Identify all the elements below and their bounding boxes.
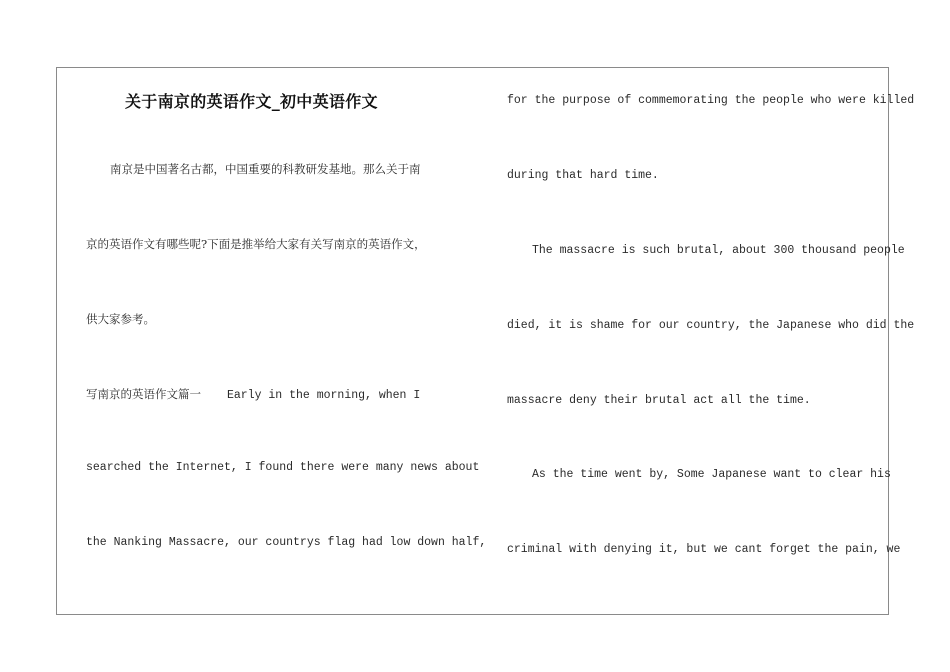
section-heading: 写南京的英语作文篇一 bbox=[86, 387, 201, 401]
left-line-4 bbox=[86, 386, 420, 402]
right-line-7: criminal with denying it, but we cant forget the pain, we bbox=[507, 543, 901, 556]
left-line-2: 京的英语作文有哪些呢?下面是推举给大家有关写南京的英语作文， bbox=[86, 237, 426, 251]
right-line-4: died, it is shame for our country, the Japanese who did the bbox=[507, 319, 915, 332]
right-line-2: during that hard time. bbox=[507, 169, 659, 182]
document-title: 关于南京的英语作文_初中英语作文 bbox=[125, 92, 378, 111]
left-line-1: 南京是中国著名古都，中国重要的科教研发基地。那么关于南 bbox=[110, 162, 421, 176]
left-line-4-text: Early in the morning, when I bbox=[227, 389, 421, 402]
page-frame bbox=[56, 67, 889, 615]
right-line-3: The massacre is such brutal, about 300 thousand people bbox=[532, 244, 905, 257]
right-line-1: for the purpose of commemorating the people who were killed bbox=[507, 94, 915, 107]
left-line-6: the Nanking Massacre, our countrys flag had low down half, bbox=[86, 536, 487, 549]
right-line-5: massacre deny their brutal act all the time. bbox=[507, 394, 811, 407]
left-line-5: searched the Internet, I found there were many news about bbox=[86, 461, 480, 474]
left-line-3: 供大家参考。 bbox=[86, 312, 155, 326]
right-line-6: As the time went by, Some Japanese want to clear his bbox=[532, 468, 891, 481]
